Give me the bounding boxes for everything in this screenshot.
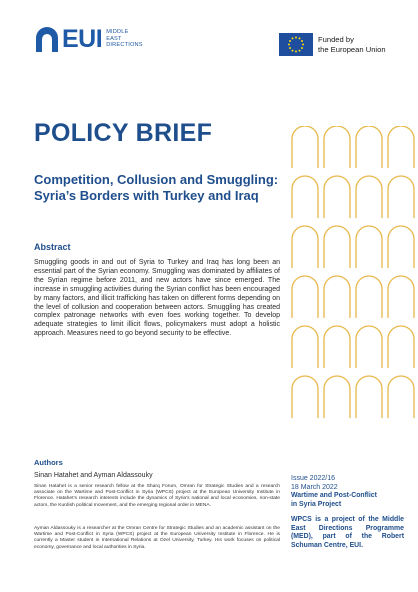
issue-number: Issue 2022/16: [291, 475, 335, 482]
arch-shape: [292, 226, 318, 268]
arch-shape: [356, 126, 382, 168]
arch-shape: [388, 276, 414, 318]
arch-shape: [388, 226, 414, 268]
arch-shape: [356, 176, 382, 218]
arch-shape: [324, 376, 350, 418]
arch-shape: [292, 376, 318, 418]
page-title: Competition, Collusion and Smuggling: Syria’s Borders with Turkey and Iraq: [34, 172, 279, 203]
arch-shape: [356, 226, 382, 268]
project-description: WPCS is a project of the Middle East Directions Programme (MED), part of the Robert Schuman Centre, EUI.: [291, 516, 404, 549]
eu-funding-badge: [279, 33, 386, 56]
arch-shape: [292, 176, 318, 218]
author-bio-aldassouky: Ayman Aldassouky is a researcher at the Omran Centre for Strategic Studies and an academic assistant on the Wartime and Post-Conflict in Syria (WPCS) project at the European University Institute in Florence. He is currently a Master student in International Relations at Ozel University, Turkey. His work focuses on political economy, governance and local authorities in Syria.: [34, 526, 280, 550]
eu-flag-icon: [279, 33, 313, 56]
eu-funding-text: Funded by the European Union: [318, 35, 386, 54]
arch-shape: [388, 176, 414, 218]
eui-logo-subtitle: MIDDLE EAST DIRECTIONS: [106, 29, 143, 49]
arch-shape: [324, 276, 350, 318]
arch-shape: [356, 326, 382, 368]
arch-shape: [388, 126, 414, 168]
arch-shape: [324, 226, 350, 268]
abstract-heading: Abstract: [34, 242, 71, 252]
publication-date: 18 March 2022: [291, 484, 338, 491]
header: [0, 0, 418, 70]
abstract-text: Smuggling goods in and out of Syria to Turkey and Iraq has long been an essential part of the Syrian economy. Smuggling was dominated by affiliates of the Syrian regime before 2011, and new actors have since emerged. The increase in smuggling activities during the Syrian conflict has been encouraged by many factors, and illicit trafficking has taken on different forms depending on the level of collusion and cooperation between actors. Smuggling has created complex patronage networks with even foes working together. To develop adequate strategies to limit illicit flows, policymakers must adopt a holistic approach. Measures need to go beyond security to be effective.: [34, 259, 280, 338]
arch-shape: [324, 326, 350, 368]
arch-shape: [292, 326, 318, 368]
authors-names: Sinan Hatahet and Ayman Aldassouky: [34, 472, 153, 479]
publication-info: [291, 474, 404, 551]
eui-dome-icon: [34, 26, 60, 52]
eui-logo-text: EUI: [62, 25, 103, 53]
arch-shape: [292, 276, 318, 318]
arch-shape: [324, 176, 350, 218]
arch-shape: [356, 276, 382, 318]
arch-shape: [388, 326, 414, 368]
authors-heading: Authors: [34, 458, 63, 467]
arch-shape: [292, 126, 318, 168]
policy-brief-label: POLICY BRIEF: [34, 119, 213, 147]
arch-shape: [356, 376, 382, 418]
project-name: Wartime and Post-Conflict in Syria Project: [291, 492, 377, 508]
author-bio-hatahet: Sinan Hatahet is a senior research fellow at the Sharq Forum, Omran for Strategic Studies and a research associate on the Wartime and Post-Conflict in Syria (WPCS) project at the European University Institute in Florence. Hatahet’s research interests include the dynamics of Syria’s national and local economies, non-state actors, the Kurdish political movement, and the emerging regional order in MENA.: [34, 484, 280, 508]
decorative-arch-pattern: [290, 126, 418, 422]
eui-logo: [34, 26, 143, 52]
arch-shape: [324, 126, 350, 168]
arch-shape: [388, 376, 414, 418]
